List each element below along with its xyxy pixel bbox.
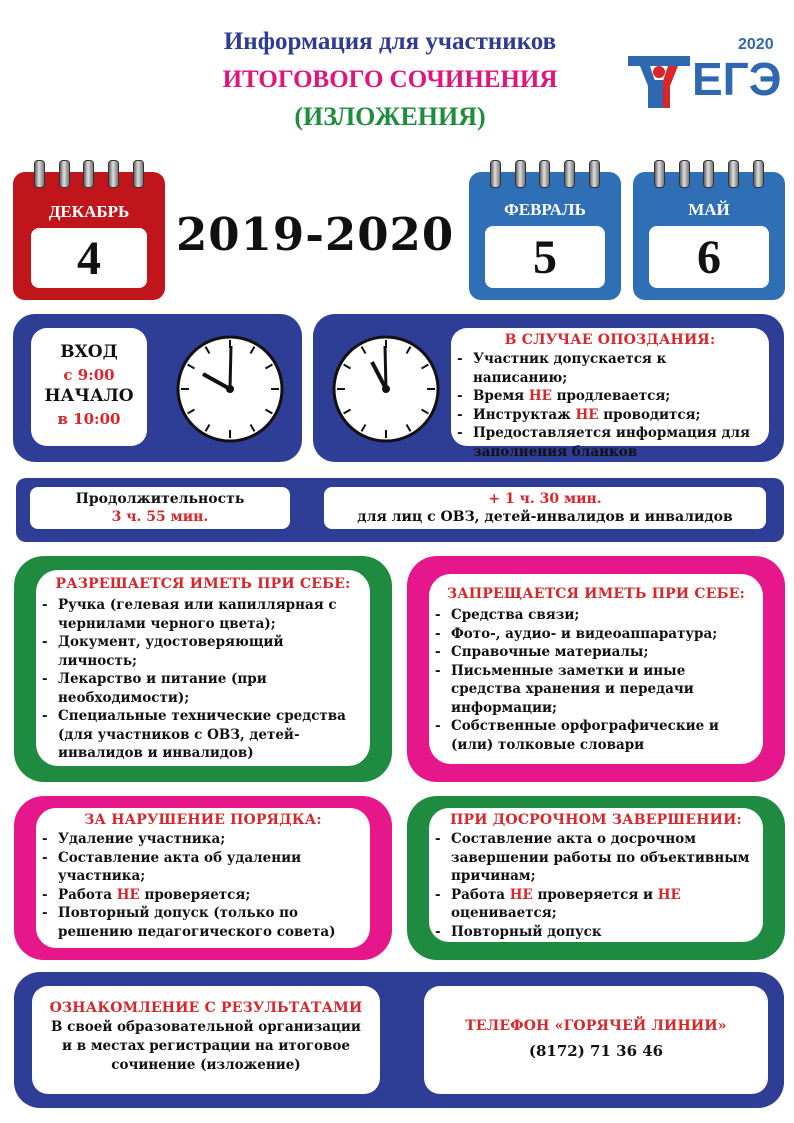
violation-panel: [14, 796, 392, 960]
bottom-panel: [14, 972, 784, 1108]
late-box: [451, 328, 769, 460]
violation-title: ЗА НАРУШЕНИЕ ПОРЯДКА:: [84, 812, 322, 828]
clock-icon: [175, 334, 285, 444]
entry-box: [31, 328, 147, 446]
logo-text: ЕГЭ: [692, 53, 782, 105]
list-item: - Ручка (гелевая или капиллярная с чернилами черного цвета);: [36, 596, 362, 633]
forbidden-list: [429, 606, 763, 754]
ege-logo-icon: [626, 52, 692, 112]
list-item: - Справочные материалы;: [429, 643, 755, 662]
list-item: - Время НЕ продлевается;: [451, 387, 761, 406]
list-item: - Составление акта об удалении участника;: [36, 849, 362, 886]
hotline-box: [424, 986, 768, 1094]
calendar-rings: [469, 160, 621, 188]
early-title: ПРИ ДОСРОЧНОМ ЗАВЕРШЕНИИ:: [450, 812, 742, 828]
violation-list: [36, 830, 370, 941]
list-item: - Участник допускается к написанию;: [451, 350, 761, 387]
extra-time-label: для лиц с ОВЗ, детей-инвалидов и инвалидов: [357, 509, 733, 525]
hotline-phone[interactable]: (8172) 71 36 46: [528, 1042, 664, 1060]
calendar-rings: [633, 160, 785, 188]
list-item: - Повторный допуск: [429, 923, 755, 942]
list-item: - Инструктаж НЕ проводится;: [451, 406, 761, 425]
calendar-may: [633, 172, 785, 300]
forbidden-panel: [407, 556, 785, 782]
hotline-title: ТЕЛЕФОН «ГОРЯЧЕЙ ЛИНИИ»: [465, 1018, 727, 1034]
allowed-title: РАЗРЕШАЕТСЯ ИМЕТЬ ПРИ СЕБЕ:: [55, 576, 351, 592]
violation-box: [36, 808, 370, 948]
list-item: - Собственные орфографические и (или) толковые словари: [429, 717, 755, 754]
header-line1: Информация для участников: [223, 28, 557, 55]
early-box: [429, 808, 763, 942]
results-box: [32, 986, 380, 1094]
calendar-rings: [13, 160, 165, 188]
results-title: ОЗНАКОМЛЕНИЕ С РЕЗУЛЬТАТАМИ: [49, 1000, 363, 1016]
list-item: - Повторный допуск (только по решению педагогического совета): [36, 904, 362, 941]
late-title: В СЛУЧАЕ ОПОЗДАНИЯ:: [504, 332, 716, 348]
calendar-february: [469, 172, 621, 300]
start-time: в 10:00: [57, 410, 121, 428]
entry-label: ВХОД: [60, 342, 118, 362]
ege-logo: [626, 34, 792, 114]
list-item: - Лекарство и питание (при необходимости);: [36, 670, 362, 707]
school-years: 2019-2020: [176, 208, 455, 261]
late-panel: [313, 314, 784, 462]
list-item: - Специальные технические средства (для участников с ОВЗ, детей-инвалидов и инвалидов): [36, 707, 362, 763]
allowed-list: [36, 596, 370, 763]
list-item: - Фото-, аудио- и видеоаппаратура;: [429, 625, 755, 644]
list-item: - Удаление участника;: [36, 830, 362, 849]
list-item: - Составление акта о досрочном завершении работы по объективным причинам;: [429, 830, 755, 886]
list-item: - Средства связи;: [429, 606, 755, 625]
forbidden-box: [429, 574, 763, 764]
list-item: - Работа НЕ проверяется и НЕ оценивается;: [429, 886, 755, 923]
calendar-december: [13, 172, 165, 300]
header-line2: ИТОГОВОГО СОЧИНЕНИЯ: [222, 66, 558, 93]
allowed-panel: [14, 556, 392, 782]
calendar-month: МАЙ: [688, 200, 730, 219]
list-item: - Предоставляется информация для заполнения бланков: [451, 424, 761, 461]
list-item: - Работа НЕ проверяется;: [36, 886, 362, 905]
calendar-month: ФЕВРАЛЬ: [504, 200, 586, 219]
entry-panel: [13, 314, 302, 462]
duration-panel: [16, 478, 784, 542]
list-item: - Письменные заметки и иные средства хранения и передачи информации;: [429, 662, 755, 718]
clock-icon: [331, 334, 441, 444]
logo-year: 2020: [738, 36, 774, 53]
duration-value: 3 ч. 55 мин.: [111, 509, 209, 525]
entry-time: с 9:00: [63, 366, 115, 384]
calendar-month: ДЕКАБРЬ: [48, 202, 130, 221]
calendar-day: 5: [485, 226, 605, 288]
duration-box: [30, 487, 290, 529]
header-line3: (ИЗЛОЖЕНИЯ): [294, 102, 486, 131]
forbidden-title: ЗАПРЕЩАЕТСЯ ИМЕТЬ ПРИ СЕБЕ:: [447, 586, 745, 602]
results-text: В своей образовательной организации и в местах регистрации на итоговое сочинение (изложение): [51, 1019, 361, 1073]
extra-time-box: [324, 487, 766, 529]
late-list: [451, 350, 769, 461]
early-panel: [407, 796, 785, 960]
start-label: НАЧАЛО: [44, 386, 134, 406]
list-item: - Документ, удостоверяющий личность;: [36, 633, 362, 670]
early-list: [429, 830, 763, 941]
calendar-day: 4: [31, 228, 147, 288]
extra-time-value: + 1 ч. 30 мин.: [488, 491, 602, 507]
allowed-box: [36, 570, 370, 766]
calendar-day: 6: [649, 226, 769, 288]
duration-label: Продолжительность: [75, 491, 245, 507]
